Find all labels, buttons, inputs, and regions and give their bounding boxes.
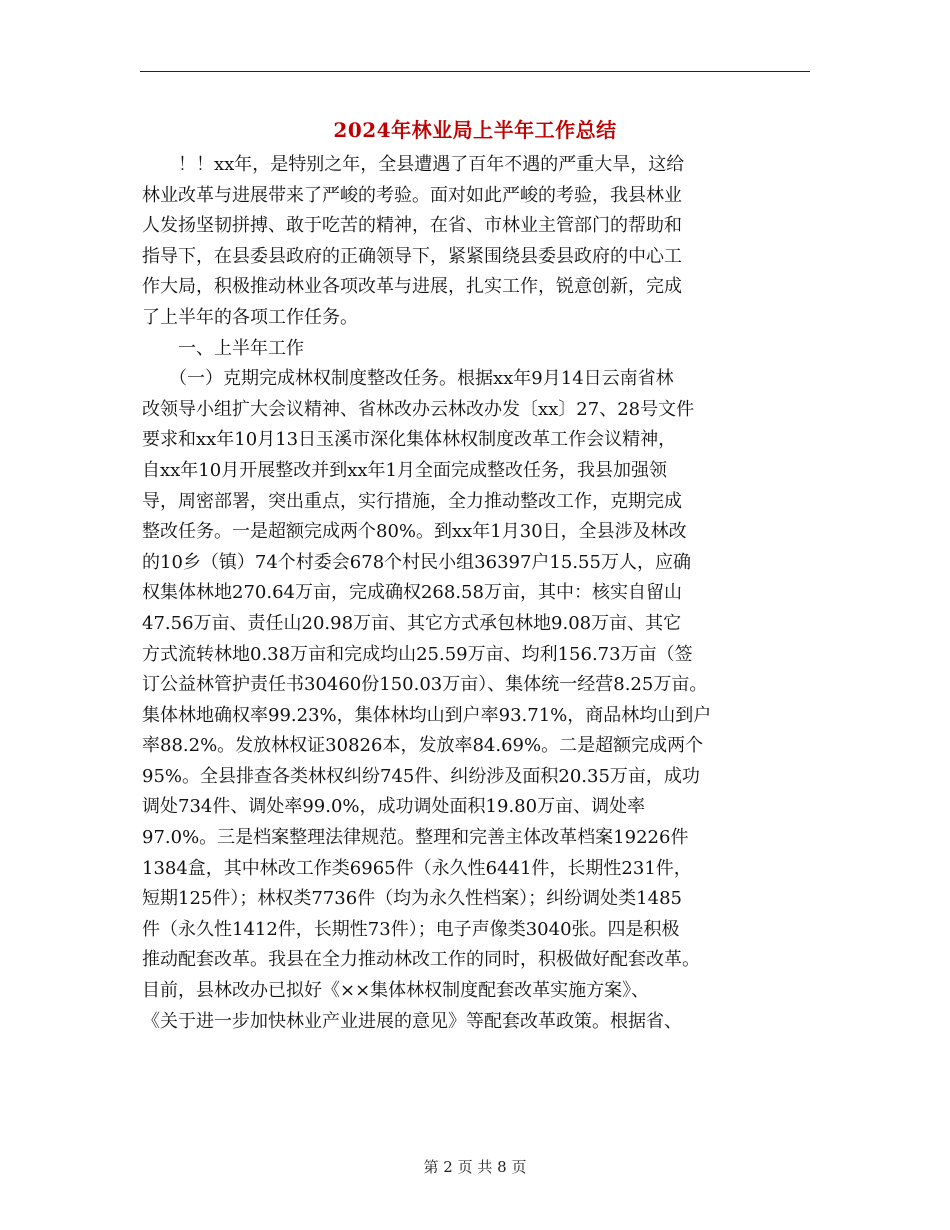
body-line: 导，周密部署，突出重点，实行措施，全力推动整改工作，克期完成 <box>142 490 682 512</box>
header-rule <box>140 71 810 72</box>
body-line: 短期125件）；林权类7736件（均为永久性档案）；纠纷调处类1485 <box>142 888 682 910</box>
body-line: 订公益林管护责任书30460份150.03万亩）、集体统一经营8.25万亩。 <box>142 674 708 696</box>
body-line: 自xx年10月开展整改并到xx年1月全面完成整改任务，我县加强领 <box>142 459 667 481</box>
body-line: 权集体林地270.64万亩，完成确权268.58万亩，其中：核实自留山 <box>142 582 682 604</box>
body-line: 95%。全县排查各类林权纠纷745件、纠纷涉及面积20.35万亩，成功 <box>142 765 700 787</box>
body-line: 推动配套改革。我县在全力推动林改工作的同时，积极做好配套改革。 <box>142 949 700 971</box>
body-line: 改领导小组扩大会议精神、省林改办云林改办发〔xx〕27、28号文件 <box>142 398 695 420</box>
body-line: 林业改革与进展带来了严峻的考验。面对如此严峻的考验，我县林业 <box>142 184 682 206</box>
body-line: 97.0%。三是档案整理法律规范。整理和完善主体改革档案19226件 <box>142 827 689 849</box>
body-line: 集体林地确权率99.23%，集体林均山到户率93.71%，商品林均山到户 <box>142 704 712 726</box>
body-line: 件（永久性1412件，长期性73件）；电子声像类3040张。四是积极 <box>142 918 680 940</box>
body-line: 指导下，在县委县政府的正确领导下，紧紧围绕县委县政府的中心工 <box>142 245 682 267</box>
body-line: 47.56万亩、责任山20.98万亩、其它方式承包林地9.08万亩、其它 <box>142 612 682 634</box>
body-line: ！！xx年，是特别之年，全县遭遇了百年不遇的严重大旱，这给 <box>142 154 685 175</box>
body-line: 《关于进一步加快林业产业进展的意见》等配套改革政策。根据省、 <box>142 1010 682 1032</box>
body-line: 目前，县林改办已拟好《××集体林权制度配套改革实施方案》、 <box>142 980 650 1002</box>
body-line: 方式流转林地0.38万亩和完成均山25.59万亩、均利156.73万亩（签 <box>142 643 693 665</box>
page-footer: 第 2 页 共 8 页 <box>423 1158 527 1176</box>
document-title: 2024年林业局上半年工作总结 <box>333 118 617 142</box>
body-line: 整改任务。一是超额完成两个80%。到xx年1月30日，全县涉及林改 <box>142 521 687 543</box>
body-line: 了上半年的各项工作任务。 <box>142 306 358 328</box>
body-line: （一）克期完成林权制度整改任务。根据xx年9月14日云南省林 <box>142 368 674 390</box>
body-line: 1384盒，其中林改工作类6965件（永久性6441件，长期性231件， <box>142 857 692 879</box>
document-body <box>142 150 812 1037</box>
body-line: 要求和xx年10月13日玉溪市深化集体林权制度改革工作会议精神， <box>142 429 677 451</box>
body-line: 率88.2%。发放林权证30826本，发放率84.69%。二是超额完成两个 <box>142 735 704 757</box>
body-line: 作大局，积极推动林业各项改革与进展，扎实工作，锐意创新，完成 <box>142 276 682 298</box>
body-line: 的10乡（镇）74个村委会678个村民小组36397户15.55万人，应确 <box>142 551 691 573</box>
body-line: 调处734件、调处率99.0%，成功调处面积19.80万亩、调处率 <box>142 796 646 818</box>
body-line: 人发扬坚韧拼搏、敢于吃苦的精神，在省、市林业主管部门的帮助和 <box>142 215 682 237</box>
body-line: 一、上半年工作 <box>142 337 304 359</box>
